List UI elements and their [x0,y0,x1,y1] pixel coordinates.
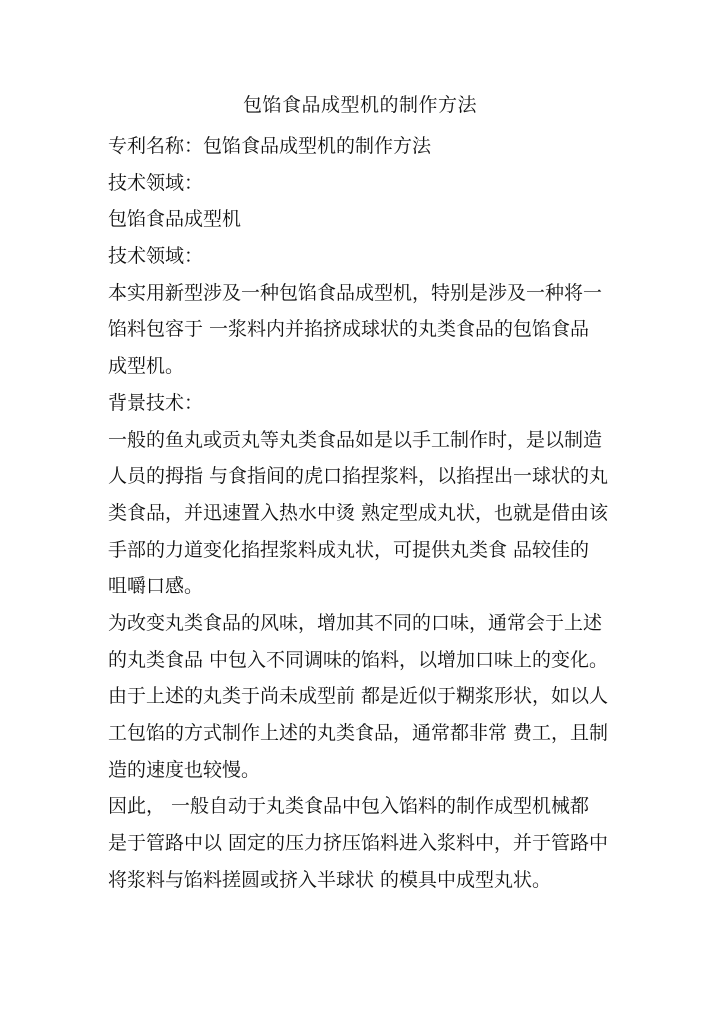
paragraph-line: 人员的拇指 与食指间的虎口掐捏浆料，以掐捏出一球状的丸 [108,465,609,488]
paragraph-line: 一般的鱼丸或贡丸等丸类食品如是以手工制作时，是以制造 [108,428,603,451]
tech-field-text: 包馅食品成型机 [108,208,242,231]
paragraph-line: 咀嚼口感。 [108,575,204,598]
paragraph-line: 是于管路中以 固定的压力挤压馅料进入浆料中，并于管路中 [108,832,609,855]
paragraph-line: 的丸类食品 中包入不同调味的馅料，以增加口味上的变化。 [108,648,609,671]
section-heading-tech-field-2: 技术领域： [108,245,204,268]
section-heading-tech-field: 技术领域： [108,171,204,194]
section-heading-background: 背景技术： [108,391,204,414]
paragraph-line: 成型机。 [108,355,185,378]
document-body [108,128,628,898]
paragraph-line: 类食品，并迅速置入热水中烫 熟定型成丸状，也就是借由该 [108,501,609,524]
paragraph-line: 由于上述的丸类于尚未成型前 都是近似于糊浆形状，如以人 [108,685,609,708]
paragraph-line: 馅料包容于 一浆料内并掐挤成球状的丸类食品的包馅食品 [108,318,590,341]
paragraph-line: 手部的力道变化掐捏浆料成丸状，可提供丸类食 品较佳的 [108,538,590,561]
paragraph-line: 因此， 一般自动于丸类食品中包入馅料的制作成型机械都 [108,795,590,818]
paragraph-line: 为改变丸类食品的风味，增加其不同的口味，通常会于上述 [108,611,603,634]
patent-name-line: 专利名称：包馅食品成型机的制作方法 [108,135,432,157]
paragraph-line: 将浆料与馅料搓圆或挤入半球状 的模具中成型丸状。 [108,868,552,891]
paragraph-line: 本实用新型涉及一种包馅食品成型机，特别是涉及一种将一 [108,281,603,304]
paragraph-line: 造的速度也较慢。 [108,758,261,781]
paragraph-line: 工包馅的方式制作上述的丸类食品，通常都非常 费工，且制 [108,722,609,744]
document-title: 包馅食品成型机的制作方法 [242,94,477,116]
